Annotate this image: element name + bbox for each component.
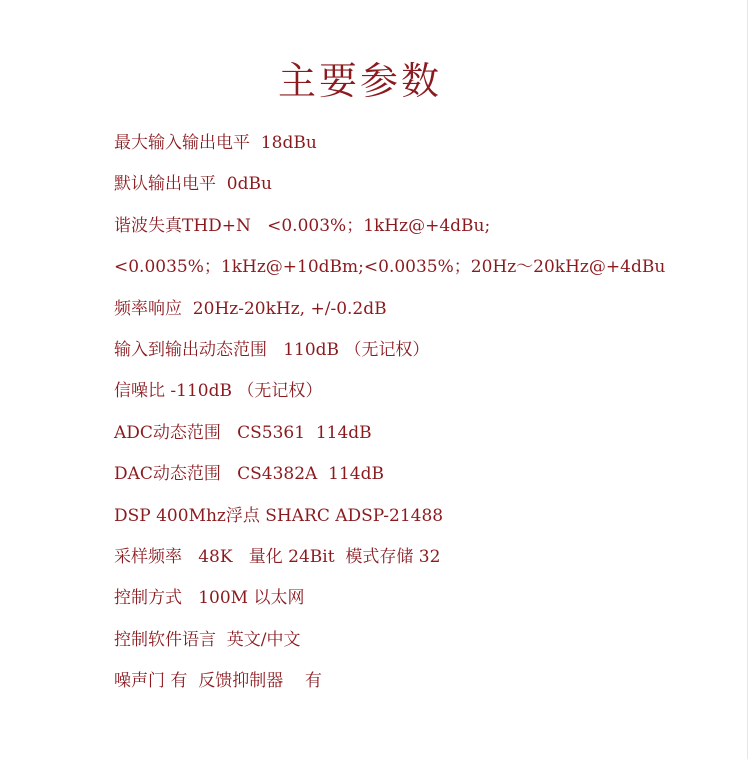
spec-thd-n-continued: <0.0035%；1kHz@+10dBm;<0.0035%；20Hz～20kHz@+4dBu bbox=[114, 257, 666, 278]
spec-dsp: DSP 400Mhz浮点 SHARC ADSP-21488 bbox=[114, 505, 444, 526]
spec-control-method: 控制方式 100M 以太网 bbox=[114, 588, 305, 609]
spec-snr: 信噪比 -110dB （无记权） bbox=[114, 381, 323, 402]
spec-noise-gate-feedback: 噪声门 有 反馈抑制器 有 bbox=[114, 671, 322, 692]
spec-sampling: 采样频率 48K 量化 24Bit 模式存储 32 bbox=[114, 546, 441, 567]
spec-max-io-level: 最大输入输出电平 18dBu bbox=[114, 133, 317, 153]
spec-thd-n: 谐波失真THD+N <0.003%；1kHz@+4dBu; bbox=[114, 215, 491, 236]
spec-adc-dynamic-range: ADC动态范围 CS5361 114dB bbox=[114, 422, 372, 443]
page-edge-divider bbox=[747, 0, 748, 759]
page-title: 主要参数 bbox=[277, 59, 442, 103]
spec-software-language: 控制软件语言 英文/中文 bbox=[114, 629, 301, 650]
spec-frequency-response: 频率响应 20Hz-20kHz, +/-0.2dB bbox=[114, 298, 387, 319]
spec-default-output-level: 默认输出电平 0dBu bbox=[114, 174, 272, 195]
spec-io-dynamic-range: 输入到输出动态范围 110dB （无记权） bbox=[114, 339, 430, 360]
spec-list bbox=[114, 128, 665, 707]
spec-dac-dynamic-range: DAC动态范围 CS4382A 114dB bbox=[114, 464, 384, 485]
